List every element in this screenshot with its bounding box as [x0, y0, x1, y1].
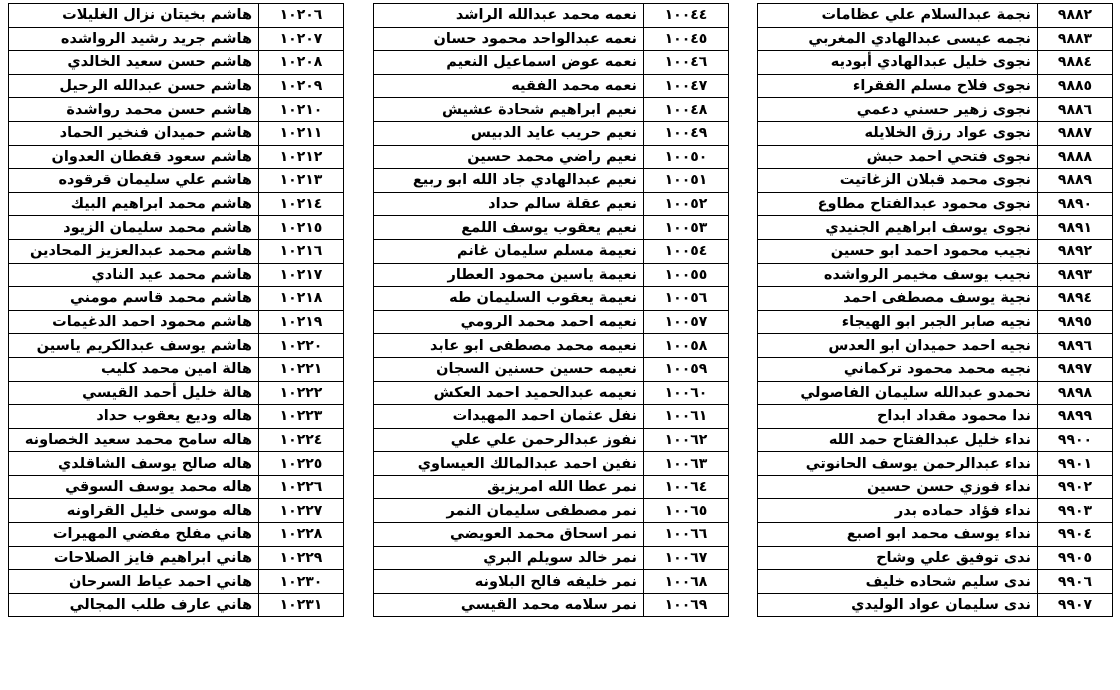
- record-number: ١٠٠٦١: [644, 405, 729, 429]
- table-row: [374, 4, 729, 28]
- person-name: ندا محمود مقداد ابداح: [758, 405, 1038, 429]
- names-table-2: [373, 3, 729, 617]
- table-row: [374, 499, 729, 523]
- table-row: [9, 428, 344, 452]
- record-number: ١٠٢٢٠: [259, 334, 344, 358]
- table-row: [9, 310, 344, 334]
- table-row: [758, 287, 1113, 311]
- table-row: [374, 27, 729, 51]
- table-row: [374, 546, 729, 570]
- record-number: ٩٨٩٠: [1038, 192, 1113, 216]
- person-name: نعيمه عبدالحميد احمد العكش: [374, 381, 644, 405]
- person-name: نعيمه احمد محمد الرومي: [374, 310, 644, 334]
- record-number: ١٠٠٥٩: [644, 357, 729, 381]
- record-number: ١٠٢٣٠: [259, 570, 344, 594]
- record-number: ١٠٠٦٥: [644, 499, 729, 523]
- record-number: ١٠٢١٨: [259, 287, 344, 311]
- record-number: ١٠٢١٥: [259, 216, 344, 240]
- table-row: [374, 357, 729, 381]
- person-name: نجوى عواد رزق الخلايله: [758, 121, 1038, 145]
- person-name: نحمدو عبدالله سليمان الفاصولي: [758, 381, 1038, 405]
- table-row: [758, 523, 1113, 547]
- table-row: [758, 216, 1113, 240]
- person-name: هاله موسى خليل القراونه: [9, 499, 259, 523]
- person-name: نعيمة مسلم سليمان غانم: [374, 239, 644, 263]
- table-row: [758, 357, 1113, 381]
- record-number: ١٠٠٥٧: [644, 310, 729, 334]
- record-number: ٩٩٠٠: [1038, 428, 1113, 452]
- table-row: [758, 74, 1113, 98]
- record-number: ٩٩٠٥: [1038, 546, 1113, 570]
- table-row: [758, 145, 1113, 169]
- table-row: [758, 381, 1113, 405]
- record-number: ١٠٢٢٤: [259, 428, 344, 452]
- table-row: [9, 169, 344, 193]
- table-row: [9, 523, 344, 547]
- record-number: ١٠٠٥٠: [644, 145, 729, 169]
- table-row: [9, 546, 344, 570]
- record-number: ٩٨٨٣: [1038, 27, 1113, 51]
- table-row: [374, 287, 729, 311]
- table-row: [758, 27, 1113, 51]
- person-name: هاشم محمد عيد النادي: [9, 263, 259, 287]
- record-number: ١٠٢٢٢: [259, 381, 344, 405]
- table-row: [9, 51, 344, 75]
- table-row: [758, 310, 1113, 334]
- person-name: ندى توفيق علي وشاح: [758, 546, 1038, 570]
- record-number: ٩٨٨٩: [1038, 169, 1113, 193]
- table-row: [374, 593, 729, 617]
- table-row: [758, 121, 1113, 145]
- table-row: [758, 475, 1113, 499]
- person-name: نفل عثمان احمد المهيدات: [374, 405, 644, 429]
- record-number: ١٠٢١٤: [259, 192, 344, 216]
- record-number: ١٠٠٦٣: [644, 452, 729, 476]
- person-name: نعيم عقلة سالم حداد: [374, 192, 644, 216]
- record-number: ١٠٢٢٥: [259, 452, 344, 476]
- table-row: [9, 74, 344, 98]
- person-name: نجوى زهير حسني دعمي: [758, 98, 1038, 122]
- person-name: نداء خليل عبدالفتاح حمد الله: [758, 428, 1038, 452]
- record-number: ١٠٠٤٩: [644, 121, 729, 145]
- person-name: نعيمه محمد مصطفى ابو عابد: [374, 334, 644, 358]
- table-row: [9, 4, 344, 28]
- person-name: هاشم محمود احمد الدغيمات: [9, 310, 259, 334]
- person-name: نداء يوسف محمد ابو اصبع: [758, 523, 1038, 547]
- record-number: ١٠٢٠٩: [259, 74, 344, 98]
- record-number: ١٠٢٠٧: [259, 27, 344, 51]
- person-name: هاشم محمد ابراهيم البيك: [9, 192, 259, 216]
- person-name: نفوز عبدالرحمن علي علي: [374, 428, 644, 452]
- record-number: ١٠٢٢١: [259, 357, 344, 381]
- person-name: نداء فوزي حسن حسين: [758, 475, 1038, 499]
- person-name: نعيمة يعقوب السليمان طه: [374, 287, 644, 311]
- table-row: [758, 192, 1113, 216]
- record-number: ١٠٢٣١: [259, 593, 344, 617]
- person-name: هاشم حسن عبدالله الرحيل: [9, 74, 259, 98]
- record-number: ١٠٢٢٨: [259, 523, 344, 547]
- record-number: ٩٨٩٨: [1038, 381, 1113, 405]
- person-name: هاشم جريد رشيد الرواشده: [9, 27, 259, 51]
- table-row: [758, 169, 1113, 193]
- record-number: ١٠٢٠٦: [259, 4, 344, 28]
- record-number: ٩٩٠٤: [1038, 523, 1113, 547]
- table-row: [374, 169, 729, 193]
- record-number: ٩٨٩٧: [1038, 357, 1113, 381]
- person-name: نعمه عبدالواحد محمود حسان: [374, 27, 644, 51]
- record-number: ١٠٠٥٨: [644, 334, 729, 358]
- record-number: ١٠٢١٦: [259, 239, 344, 263]
- record-number: ٩٨٨٥: [1038, 74, 1113, 98]
- table-row: [9, 334, 344, 358]
- record-number: ١٠٠٤٤: [644, 4, 729, 28]
- record-number: ١٠٠٥٦: [644, 287, 729, 311]
- person-name: هالة خليل أحمد القيسي: [9, 381, 259, 405]
- record-number: ١٠٠٥٣: [644, 216, 729, 240]
- person-name: هاشم حسن محمد رواشدة: [9, 98, 259, 122]
- table-row: [374, 192, 729, 216]
- person-name: هاني مفلح مفضي المهيرات: [9, 523, 259, 547]
- person-name: نداء فؤاد حماده بدر: [758, 499, 1038, 523]
- person-name: نجوى يوسف ابراهيم الجنيدي: [758, 216, 1038, 240]
- record-number: ١٠٢٢٦: [259, 475, 344, 499]
- person-name: هاشم محمد عبدالعزيز المحادين: [9, 239, 259, 263]
- table-row: [374, 452, 729, 476]
- record-number: ٩٨٩٣: [1038, 263, 1113, 287]
- record-number: ٩٨٩٥: [1038, 310, 1113, 334]
- record-number: ١٠٠٤٥: [644, 27, 729, 51]
- person-name: نعيم يعقوب يوسف اللمع: [374, 216, 644, 240]
- table-row: [758, 4, 1113, 28]
- table-row: [758, 570, 1113, 594]
- record-number: ١٠٢٠٨: [259, 51, 344, 75]
- person-name: هاشم حميدان فنخير الحماد: [9, 121, 259, 145]
- person-name: نعيمة ياسين محمود العطار: [374, 263, 644, 287]
- person-name: نجيه صابر الجبر ابو الهيجاء: [758, 310, 1038, 334]
- table-row: [9, 452, 344, 476]
- table-row: [9, 499, 344, 523]
- table-row: [374, 428, 729, 452]
- record-number: ١٠٠٤٧: [644, 74, 729, 98]
- table-row: [374, 216, 729, 240]
- table-row: [758, 452, 1113, 476]
- table-row: [758, 546, 1113, 570]
- person-name: هاشم بخيتان نزال الغليلات: [9, 4, 259, 28]
- table-row: [9, 570, 344, 594]
- table-row: [9, 239, 344, 263]
- table-row: [374, 98, 729, 122]
- person-name: ندى سليمان عواد الوليدي: [758, 593, 1038, 617]
- record-number: ٩٨٩١: [1038, 216, 1113, 240]
- person-name: هاني احمد عياط السرحان: [9, 570, 259, 594]
- table-row: [9, 98, 344, 122]
- table-row: [9, 593, 344, 617]
- person-name: ندى سليم شحاده خليف: [758, 570, 1038, 594]
- table-row: [374, 145, 729, 169]
- record-number: ٩٨٩٦: [1038, 334, 1113, 358]
- table-row: [374, 51, 729, 75]
- record-number: ١٠٠٦٢: [644, 428, 729, 452]
- record-number: ٩٨٩٢: [1038, 239, 1113, 263]
- person-name: نفين احمد عبدالمالك العيساوي: [374, 452, 644, 476]
- record-number: ١٠٢١٠: [259, 98, 344, 122]
- table-row: [9, 405, 344, 429]
- table-row: [9, 145, 344, 169]
- person-name: نعمه محمد عبدالله الراشد: [374, 4, 644, 28]
- person-name: نجمة عبدالسلام علي عظامات: [758, 4, 1038, 28]
- table-row: [9, 475, 344, 499]
- record-number: ١٠٢١٩: [259, 310, 344, 334]
- person-name: نمر اسحاق محمد العويضي: [374, 523, 644, 547]
- table-row: [9, 381, 344, 405]
- record-number: ٩٨٨٨: [1038, 145, 1113, 169]
- table-row: [9, 287, 344, 311]
- person-name: نجوى محمود عبدالفتاح مطاوع: [758, 192, 1038, 216]
- record-number: ٩٩٠١: [1038, 452, 1113, 476]
- person-name: نمر مصطفى سليمان النمر: [374, 499, 644, 523]
- person-name: هاله صالح يوسف الشاقلدي: [9, 452, 259, 476]
- person-name: نجوى فتحي احمد حبش: [758, 145, 1038, 169]
- table-row: [758, 428, 1113, 452]
- person-name: هاشم يوسف عبدالكريم ياسين: [9, 334, 259, 358]
- person-name: نعيم حريب عايد الدبيس: [374, 121, 644, 145]
- record-number: ١٠٠٤٦: [644, 51, 729, 75]
- person-name: هالة امين محمد كليب: [9, 357, 259, 381]
- person-name: نجية يوسف مصطفى احمد: [758, 287, 1038, 311]
- table-row: [758, 263, 1113, 287]
- record-number: ١٠٢١٧: [259, 263, 344, 287]
- person-name: نجوى فلاح مسلم الفقراء: [758, 74, 1038, 98]
- person-name: هاله محمد يوسف السوقي: [9, 475, 259, 499]
- record-number: ١٠٠٤٨: [644, 98, 729, 122]
- record-number: ٩٩٠٦: [1038, 570, 1113, 594]
- person-name: نداء عبدالرحمن يوسف الحانوتي: [758, 452, 1038, 476]
- record-number: ٩٨٨٤: [1038, 51, 1113, 75]
- table-row: [758, 239, 1113, 263]
- person-name: نجوى محمد قبلان الزغاتيت: [758, 169, 1038, 193]
- table-row: [758, 51, 1113, 75]
- table-row: [374, 239, 729, 263]
- record-number: ١٠٢٢٩: [259, 546, 344, 570]
- table-row: [758, 593, 1113, 617]
- names-table-3: [8, 3, 344, 617]
- table-row: [758, 499, 1113, 523]
- record-number: ١٠٢١٢: [259, 145, 344, 169]
- person-name: نمر خليفه فالح البلاونه: [374, 570, 644, 594]
- record-number: ٩٩٠٧: [1038, 593, 1113, 617]
- record-number: ٩٨٩٤: [1038, 287, 1113, 311]
- record-number: ٩٩٠٢: [1038, 475, 1113, 499]
- person-name: هاشم محمد سليمان الزيود: [9, 216, 259, 240]
- person-name: نجيب محمود احمد ابو حسين: [758, 239, 1038, 263]
- table-row: [758, 98, 1113, 122]
- table-row: [758, 334, 1113, 358]
- table-row: [374, 310, 729, 334]
- person-name: هاشم سعود قفطان العدوان: [9, 145, 259, 169]
- table-row: [374, 74, 729, 98]
- person-name: هاله وديع يعقوب حداد: [9, 405, 259, 429]
- record-number: ١٠٠٥٥: [644, 263, 729, 287]
- person-name: نعمه محمد الفقيه: [374, 74, 644, 98]
- table-row: [374, 405, 729, 429]
- table-row: [374, 570, 729, 594]
- person-name: نعيم عبدالهادي جاد الله ابو ربيع: [374, 169, 644, 193]
- table-row: [9, 121, 344, 145]
- names-table-1: [757, 3, 1113, 617]
- table-row: [9, 27, 344, 51]
- person-name: نعمه عوض اسماعيل النعيم: [374, 51, 644, 75]
- table-row: [374, 523, 729, 547]
- record-number: ٩٩٠٣: [1038, 499, 1113, 523]
- record-number: ١٠٠٦٩: [644, 593, 729, 617]
- record-number: ١٠٢٢٧: [259, 499, 344, 523]
- person-name: نعيم راضي محمد حسين: [374, 145, 644, 169]
- person-name: نعيم ابراهيم شحادة عشيش: [374, 98, 644, 122]
- record-number: ٩٨٩٩: [1038, 405, 1113, 429]
- record-number: ١٠٠٥٤: [644, 239, 729, 263]
- record-number: ١٠٢٢٣: [259, 405, 344, 429]
- record-number: ١٠٢١١: [259, 121, 344, 145]
- record-number: ١٠٠٥١: [644, 169, 729, 193]
- person-name: نمر خالد سويلم البري: [374, 546, 644, 570]
- person-name: هاشم حسن سعيد الخالدي: [9, 51, 259, 75]
- person-name: هاله سامح محمد سعيد الخصاونه: [9, 428, 259, 452]
- record-number: ٩٨٨٧: [1038, 121, 1113, 145]
- person-name: نعيمه حسين حسنين السجان: [374, 357, 644, 381]
- table-row: [374, 381, 729, 405]
- person-name: هاشم علي سليمان قرقوده: [9, 169, 259, 193]
- person-name: نجيب يوسف مخيمر الرواشده: [758, 263, 1038, 287]
- table-row: [374, 263, 729, 287]
- record-number: ١٠٠٦٧: [644, 546, 729, 570]
- person-name: نمر سلامه محمد القيسي: [374, 593, 644, 617]
- person-name: نمر عطا الله امريزيق: [374, 475, 644, 499]
- table-row: [9, 216, 344, 240]
- record-number: ١٠٠٦٠: [644, 381, 729, 405]
- record-number: ١٠٠٦٨: [644, 570, 729, 594]
- record-number: ٩٨٨٦: [1038, 98, 1113, 122]
- person-name: هاني ابراهيم فايز الصلاحات: [9, 546, 259, 570]
- record-number: ١٠٠٥٢: [644, 192, 729, 216]
- person-name: نجوى خليل عبدالهادي أبوديه: [758, 51, 1038, 75]
- record-number: ١٠٠٦٤: [644, 475, 729, 499]
- person-name: نجيه محمد محمود تركماني: [758, 357, 1038, 381]
- table-row: [374, 334, 729, 358]
- person-name: هاشم محمد قاسم مومني: [9, 287, 259, 311]
- record-number: ٩٨٨٢: [1038, 4, 1113, 28]
- record-number: ١٠٢١٣: [259, 169, 344, 193]
- record-number: ١٠٠٦٦: [644, 523, 729, 547]
- person-name: نجيه احمد حميدان ابو العدس: [758, 334, 1038, 358]
- person-name: نجمه عيسى عبدالهادي المغربي: [758, 27, 1038, 51]
- table-row: [9, 357, 344, 381]
- table-row: [9, 263, 344, 287]
- person-name: هاني عارف طلب المجالي: [9, 593, 259, 617]
- table-row: [758, 405, 1113, 429]
- table-row: [9, 192, 344, 216]
- table-row: [374, 475, 729, 499]
- table-row: [374, 121, 729, 145]
